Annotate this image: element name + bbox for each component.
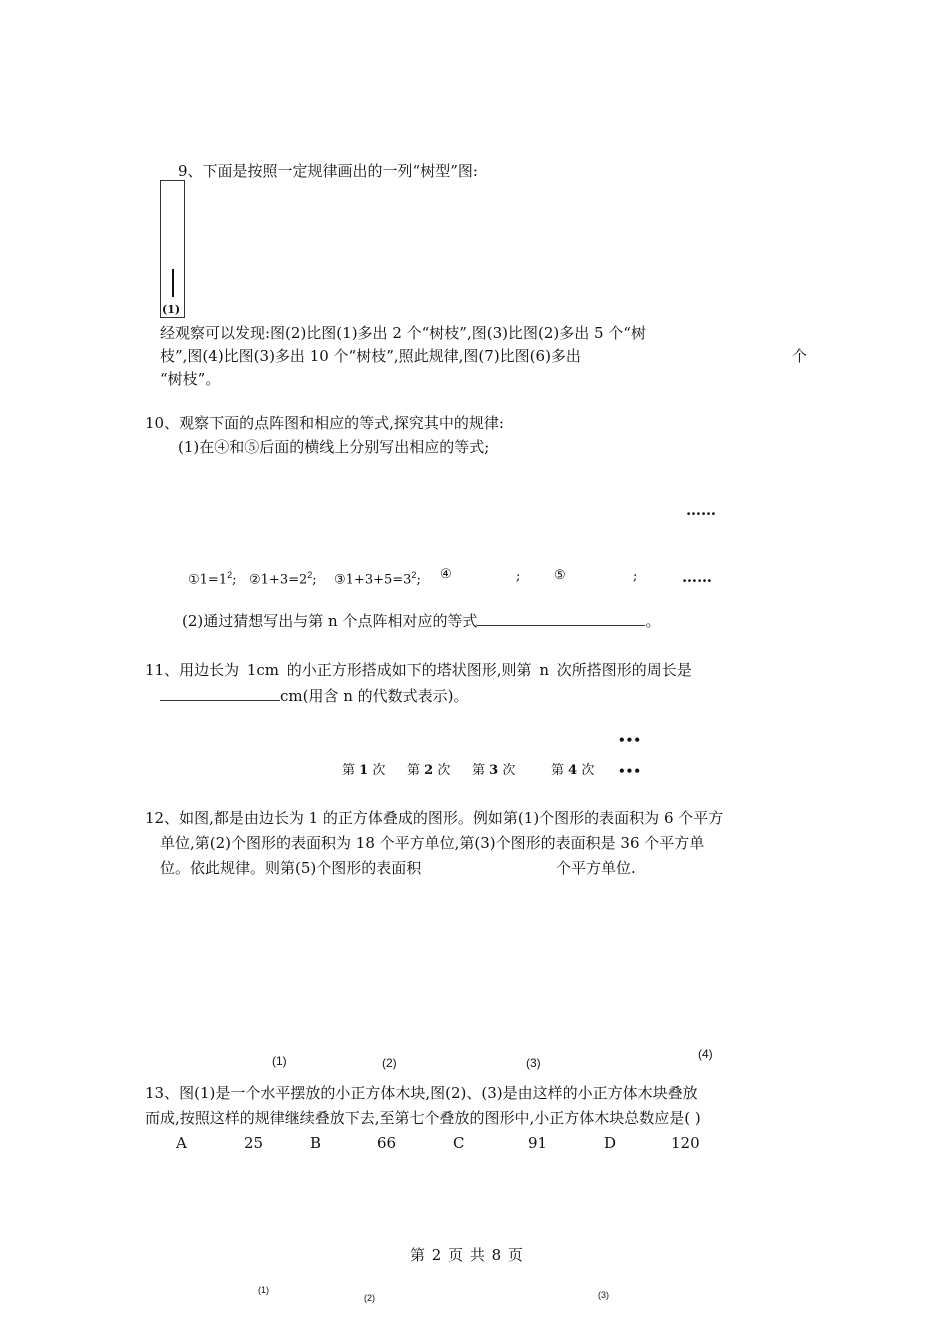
q11-label-2 — [407, 761, 450, 781]
q13-option-b-value: 66 — [377, 1134, 397, 1152]
eq3-text: ③1+3+5=3 — [334, 572, 412, 588]
q9-line3: “树枝”。 — [160, 370, 221, 388]
tree-figure-label: (1) — [162, 303, 181, 316]
q11-dots-bottom: ••• — [618, 764, 642, 778]
q10-c5: ⑤ — [554, 568, 566, 583]
q10-dots-top: …… — [686, 501, 716, 519]
q9-line1: 经观察可以发现:图(2)比图(1)多出 2 个“树枝”,图(3)比图(2)多出 5 个“树 — [160, 324, 646, 342]
tree-figure-1 — [160, 180, 185, 318]
label-prefix: 第 — [342, 763, 356, 778]
label-suffix: 次 — [437, 763, 451, 778]
q13-line1: 13、图(1)是一个水平摆放的小正方体木块,图(2)、(3)是由这样的小正方体木块叠放 — [145, 1084, 698, 1102]
q12-fig-label-1: (1) — [272, 1054, 287, 1068]
q10-semi4: ; — [516, 569, 521, 584]
q11-dots-top: ••• — [618, 733, 642, 747]
q10-part2-end: 。 — [645, 612, 661, 630]
q11-line2 — [160, 686, 469, 706]
label-num: 4 — [568, 763, 578, 778]
eq3-exponent: 2 — [411, 570, 417, 580]
q13-line2: 而成,按照这样的规律继续叠放下去,至第七个叠放的图形中,小正方体木块总数应是( ) — [145, 1109, 701, 1127]
q12-fig-label-4: (4) — [698, 1047, 713, 1061]
q12-line1: 12、如图,都是由边长为 1 的正方体叠成的图形。例如第(1)个图形的表面积为 6 个平方 — [145, 809, 724, 827]
q10-title: 10、观察下面的点阵图和相应的等式,探究其中的规律: — [145, 414, 504, 432]
eq2-text: ②1+3=2 — [249, 572, 308, 588]
q9-line2b: 个 — [792, 347, 808, 365]
label-suffix: 次 — [502, 763, 516, 778]
q13-fig-label-2: (2) — [364, 1293, 375, 1303]
semicolon: ; — [312, 572, 317, 588]
eq1-exponent: 2 — [227, 570, 233, 580]
q10-dots-bottom: …… — [682, 568, 712, 586]
eq2-exponent: 2 — [307, 570, 313, 580]
q13-option-c-letter[interactable]: C — [453, 1134, 465, 1152]
q11-label-4 — [551, 761, 594, 781]
q12-line3b: 个平方单位. — [556, 859, 636, 877]
q10-part2 — [182, 611, 660, 631]
q10-eq2 — [249, 565, 317, 590]
label-suffix: 次 — [581, 763, 595, 778]
q13-option-b-letter[interactable]: B — [310, 1134, 322, 1152]
q11-line1: 11、用边长为 1cm 的小正方形搭成如下的塔状图形,则第 n 次所搭图形的周长是 — [145, 661, 692, 679]
q9-title: 9、下面是按照一定规律画出的一列“树型”图: — [178, 162, 478, 180]
page-footer: 第 2 页 共 8 页 — [410, 1246, 523, 1264]
label-num: 3 — [489, 763, 499, 778]
q13-option-a-letter[interactable]: A — [176, 1134, 187, 1152]
label-prefix: 第 — [407, 763, 421, 778]
q12-fig-label-3: (3) — [526, 1056, 541, 1070]
q13-fig-label-1: (1) — [258, 1285, 269, 1295]
q10-eq1 — [188, 565, 237, 590]
semicolon: ; — [232, 572, 237, 588]
q10-semi5: ; — [633, 569, 638, 584]
q13-fig-label-3: (3) — [598, 1290, 609, 1300]
q10-eq3 — [334, 565, 421, 590]
tree-trunk-line — [172, 269, 174, 297]
q13-option-d-letter[interactable]: D — [604, 1134, 617, 1152]
answer-blank[interactable] — [160, 686, 280, 701]
label-num: 1 — [359, 763, 369, 778]
q10-part2-text: (2)通过猜想写出与第 n 个点阵相对应的等式 — [182, 612, 478, 630]
label-prefix: 第 — [472, 763, 486, 778]
q12-fig-label-2: (2) — [382, 1056, 397, 1070]
answer-blank[interactable] — [477, 611, 645, 626]
label-prefix: 第 — [551, 763, 565, 778]
q13-option-d-value: 120 — [671, 1134, 700, 1152]
q11-label-1 — [342, 761, 385, 781]
q13-option-c-value: 91 — [528, 1134, 548, 1152]
q11-line2-text: cm(用含 n 的代数式表示)。 — [280, 687, 469, 705]
q13-option-a-value: 25 — [244, 1134, 264, 1152]
q11-label-3 — [472, 761, 515, 781]
semicolon: ; — [416, 572, 421, 588]
q12-line2: 单位,第(2)个图形的表面积为 18 个平方单位,第(3)个图形的表面积是 36 个平方单 — [160, 834, 705, 852]
label-num: 2 — [424, 763, 434, 778]
q10-part1: (1)在④和⑤后面的横线上分别写出相应的等式; — [178, 438, 490, 456]
label-suffix: 次 — [372, 763, 386, 778]
q10-c4: ④ — [440, 567, 452, 582]
q9-line2a: 枝”,图(4)比图(3)多出 10 个“树枝”,照此规律,图(7)比图(6)多出 — [160, 347, 581, 365]
q12-line3a: 位。依此规律。则第(5)个图形的表面积 — [160, 859, 422, 877]
eq1-text: ①1=1 — [188, 572, 228, 588]
